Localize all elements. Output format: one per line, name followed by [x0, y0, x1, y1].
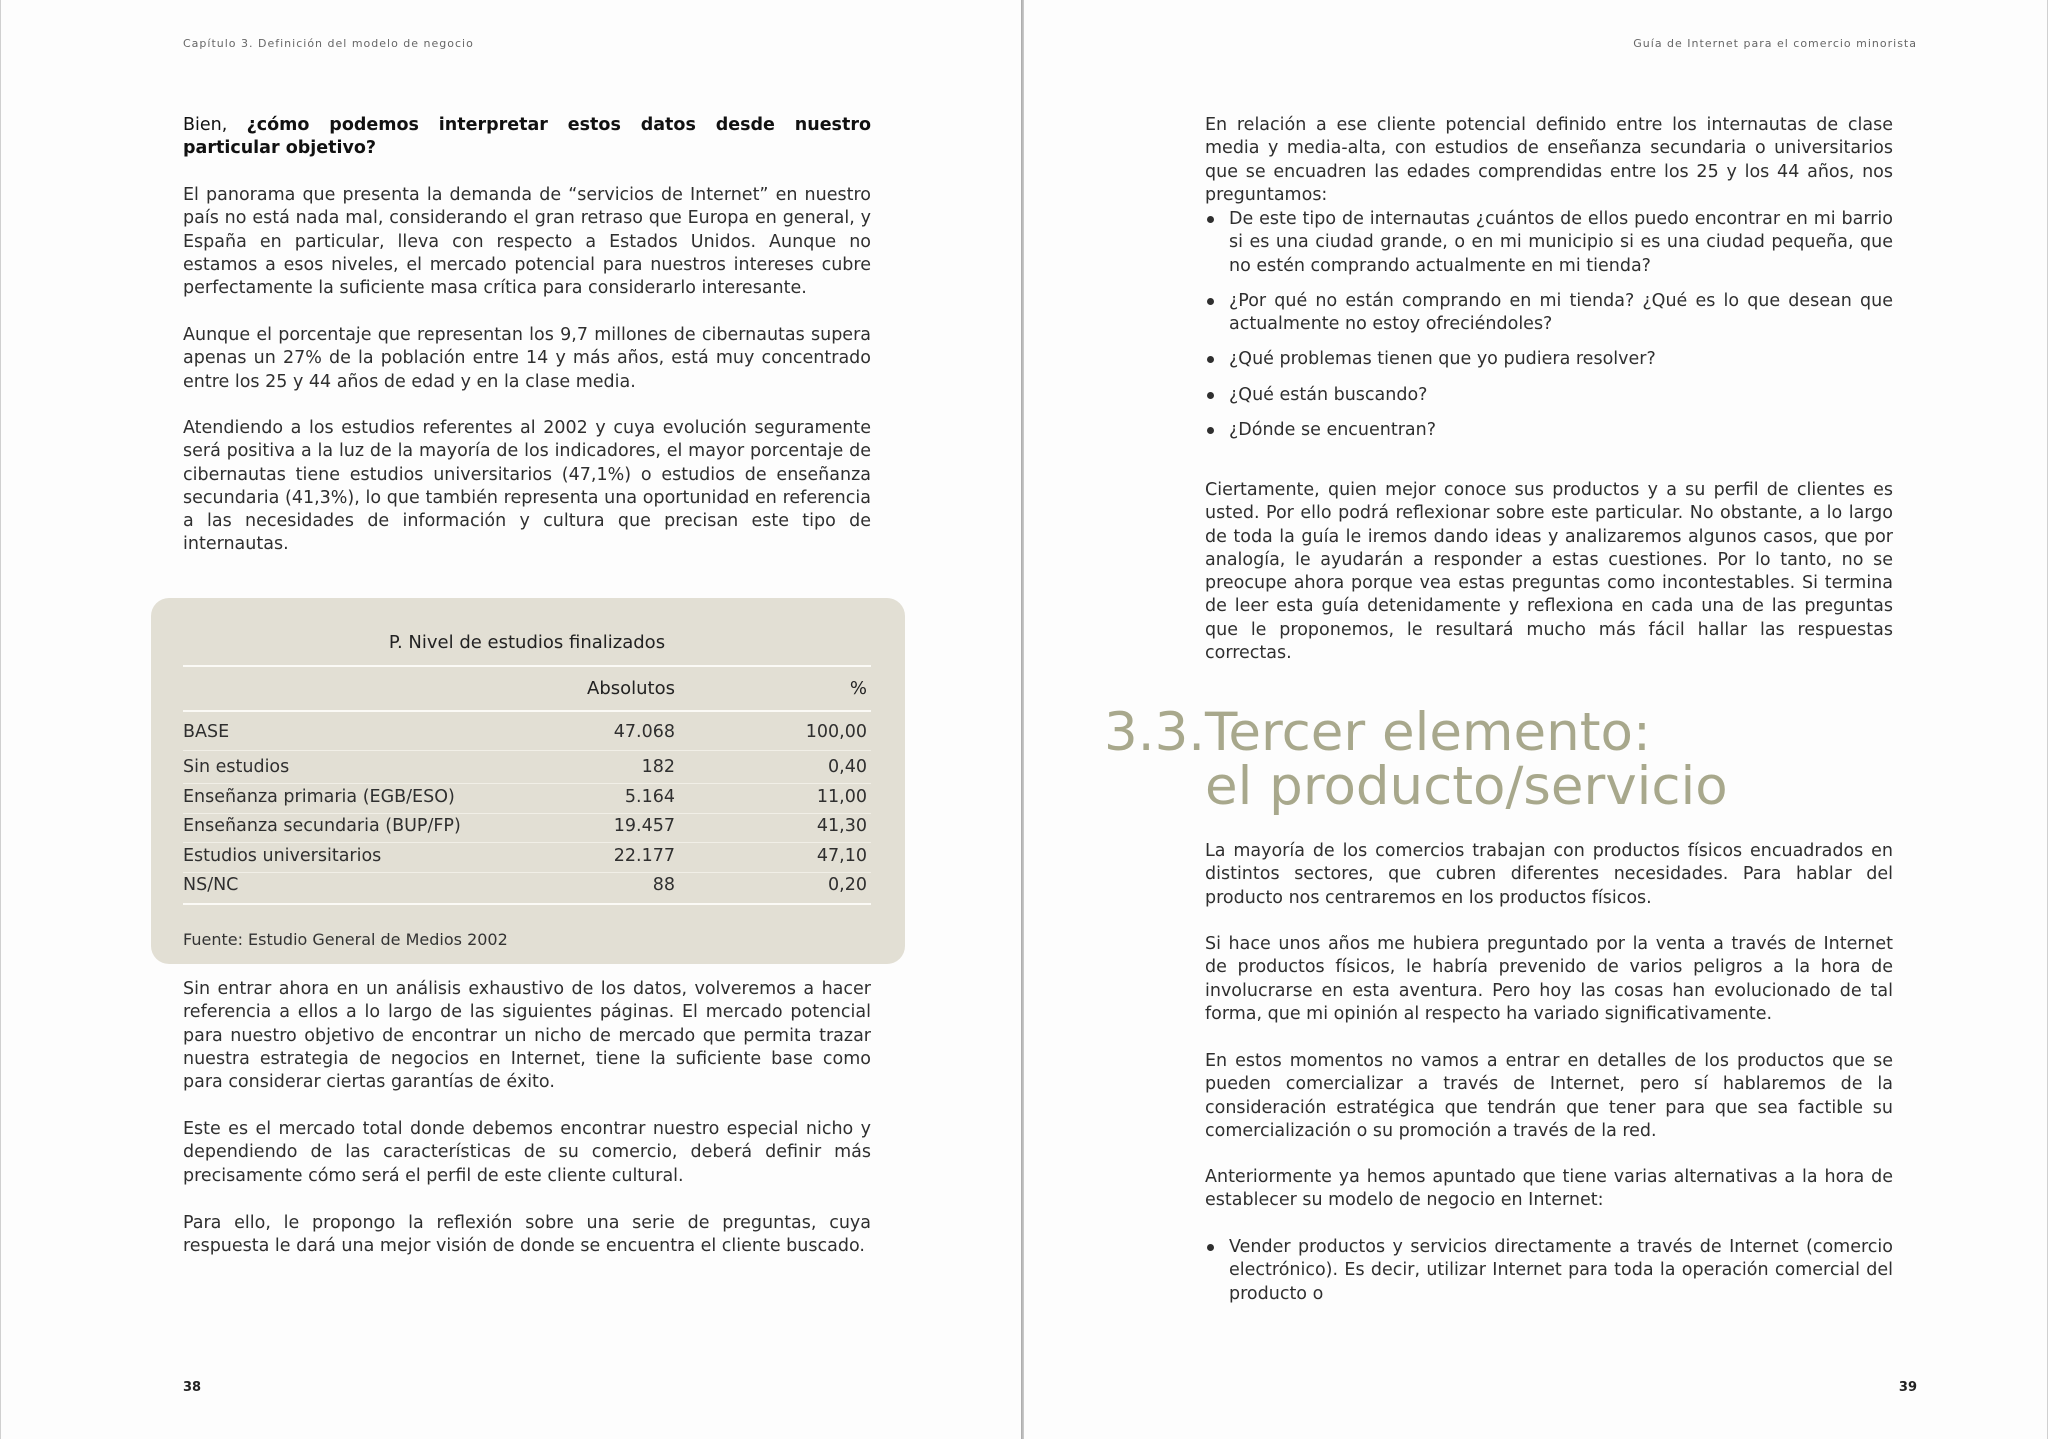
- header-percent: %: [849, 678, 867, 699]
- row-percent: 47,10: [816, 846, 867, 866]
- left-page: [0, 0, 1021, 1439]
- table-header: [183, 676, 871, 712]
- table-row: [183, 844, 871, 873]
- paragraph: Este es el mercado total donde debemos encontrar nuestro especial nicho y dependiendo de las características de su comercio, deberá definir más precisamente cómo será el perfil de este cliente cultural.: [183, 1119, 871, 1186]
- intro-question: [183, 114, 871, 161]
- row-absolutos: 182: [641, 757, 675, 777]
- intro-bold: ¿cómo podemos interpretar estos datos desde nuestro particular objetivo?: [183, 115, 871, 159]
- bullet-icon: [1207, 1244, 1214, 1251]
- paragraph: Atendiendo a los estudios referentes al 2002 y cuya evolución seguramente será positiva a la luz de la mayoría de los indicadores, el mayor porcentaje de cibernautas tiene estudios universitarios (47,1%) o estudios de enseñanza secundaria (41,3%), lo que también representa una oportunidad en referencia a las necesidades de información y cultura que precisan este tipo de internautas.: [183, 418, 871, 555]
- page-number-right: 39: [1898, 1380, 1917, 1395]
- row-percent: 0,20: [828, 875, 867, 895]
- list-item: De este tipo de internautas ¿cuántos de ellos puedo encontrar en mi barrio si es una ciudad grande, o en mi municipio si es una ciudad pequeña, que no estén comprando actualmente en mi tienda?: [1205, 208, 1893, 278]
- paragraph: La mayoría de los comercios trabajan con productos físicos encuadrados en distintos sectores, que cubren diferentes necesidades. Para hablar del producto nos centraremos en los productos físicos.: [1205, 841, 1893, 908]
- table-row: [183, 785, 871, 814]
- paragraph: Anteriormente ya hemos apuntado que tiene varias alternativas a la hora de establecer su modelo de negocio en Internet:: [1205, 1167, 1893, 1211]
- list-item: ¿Qué problemas tienen que yo pudiera resolver?: [1205, 348, 1893, 371]
- paragraph: En relación a ese cliente potencial definido entre los internautas de clase media y media-alta, con estudios de enseñanza secundaria o universitarios que se encuadren las edades comprendidas entre los 25 y los 44 años, nos preguntamos:: [1205, 115, 1893, 205]
- row-label: Enseñanza secundaria (BUP/FP): [183, 816, 461, 836]
- paragraph: Aunque el porcentaje que representan los 9,7 millones de cibernautas supera apenas un 27% de la población entre 14 y más años, está muy concentrado entre los 25 y 44 años de edad y en la clase media.: [183, 325, 871, 392]
- row-label: Sin estudios: [183, 757, 290, 777]
- row-absolutos: 5.164: [624, 787, 675, 807]
- list-item: ¿Dónde se encuentran?: [1205, 419, 1893, 442]
- table-source: Fuente: Estudio General de Medios 2002: [183, 930, 508, 949]
- intro-plain: Bien,: [183, 115, 247, 135]
- paragraph: En estos momentos no vamos a entrar en detalles de los productos que se pueden comercializar a través de Internet, pero sí hablaremos de la consideración estratégica que tendrán que tener para que sea factible su comercialización o su promoción a través de la red.: [1205, 1051, 1893, 1141]
- row-absolutos: 19.457: [613, 816, 675, 836]
- row-label: BASE: [183, 722, 230, 742]
- paragraph: Sin entrar ahora en un análisis exhaustivo de los datos, volveremos a hacer referencia a ellos a lo largo de las siguientes páginas. El mercado potencial para nuestro objetivo de encontrar un nicho de mercado que permita trazar nuestra estrategia de negocios en Internet, tiene la suficiente base como para considerar ciertas garantías de éxito.: [183, 979, 871, 1093]
- list-item: Vender productos y servicios directamente a través de Internet (comercio electrónico). Es decir, utilizar Internet para toda la operación comercial del producto o: [1205, 1236, 1893, 1306]
- right-page: [1024, 0, 2048, 1439]
- bullet-icon: [1207, 356, 1214, 363]
- bullet-icon: [1207, 216, 1214, 223]
- page-number-left: 38: [183, 1380, 202, 1395]
- row-absolutos: 88: [652, 875, 675, 895]
- row-absolutos: 47.068: [613, 722, 675, 742]
- row-label: Enseñanza primaria (EGB/ESO): [183, 787, 455, 807]
- row-percent: 0,40: [828, 757, 867, 777]
- paragraph: Ciertamente, quien mejor conoce sus productos y a su perfil de clientes es usted. Por ello podrá reflexionar sobre este particular. No obstante, a lo largo de toda la guía le iremos dando ideas y analizaremos algunos casos, que por analogía, le ayudarán a responder a estas cuestiones. Por lo tanto, no se preocupe ahora porque vea estas preguntas como incontestables. Si termina de leer esta guía detenidamente y reflexiona en cada una de las preguntas que le proponemos, le resultará mucho más fácil hallar las respuestas correctas.: [1205, 480, 1893, 664]
- row-label: Estudios universitarios: [183, 846, 382, 866]
- section-number: 3.3.: [1104, 702, 1206, 763]
- list-item: ¿Por qué no están comprando en mi tienda? ¿Qué es lo que desean que actualmente no estoy ofreciéndoles?: [1205, 290, 1893, 337]
- header-absolutos: Absolutos: [587, 678, 675, 699]
- row-absolutos: 22.177: [613, 846, 675, 866]
- table-row: [183, 720, 871, 751]
- running-head-left: Capítulo 3. Definición del modelo de negocio: [183, 37, 474, 50]
- row-label: NS/NC: [183, 875, 239, 895]
- row-percent: 100,00: [805, 722, 867, 742]
- paragraph: Para ello, le propongo la reflexión sobre una serie de preguntas, cuya respuesta le dará una mejor visión de donde se encuentra el cliente buscado.: [183, 1213, 871, 1257]
- bullet-icon: [1207, 392, 1214, 399]
- section-title-line: el producto/servicio: [1205, 756, 1728, 817]
- section-title: [1205, 702, 1728, 817]
- section-title-line: Tercer elemento:: [1205, 702, 1651, 763]
- row-percent: 41,30: [816, 816, 867, 836]
- bullet-icon: [1207, 427, 1214, 434]
- paragraph: El panorama que presenta la demanda de “servicios de Internet” en nuestro país no está nada mal, considerando el gran retraso que Europa en general, y España en particular, lleva con respecto a Estados Unidos. Aunque no estamos a esos niveles, el mercado potencial para nuestros intereses cubre perfectamente la suficiente masa crítica para considerarlo interesante.: [183, 185, 871, 299]
- table-row: [183, 814, 871, 843]
- table-row: [183, 873, 871, 905]
- paragraph: Si hace unos años me hubiera preguntado por la venta a través de Internet de productos físicos, le habría prevenido de varios peligros a la hora de involucrarse en esta aventura. Pero hoy las cosas han evolucionado de tal forma, que mi opinión al respecto ha variado significativamente.: [1205, 934, 1893, 1024]
- list-item: ¿Qué están buscando?: [1205, 384, 1893, 407]
- question-list: [1205, 208, 1893, 454]
- row-percent: 11,00: [816, 787, 867, 807]
- table-row: [183, 755, 871, 784]
- running-head-right: Guía de Internet para el comercio minorista: [1633, 37, 1917, 50]
- alternatives-list: [1205, 1236, 1893, 1318]
- table-title: P. Nivel de estudios finalizados: [183, 632, 871, 667]
- bullet-icon: [1207, 298, 1214, 305]
